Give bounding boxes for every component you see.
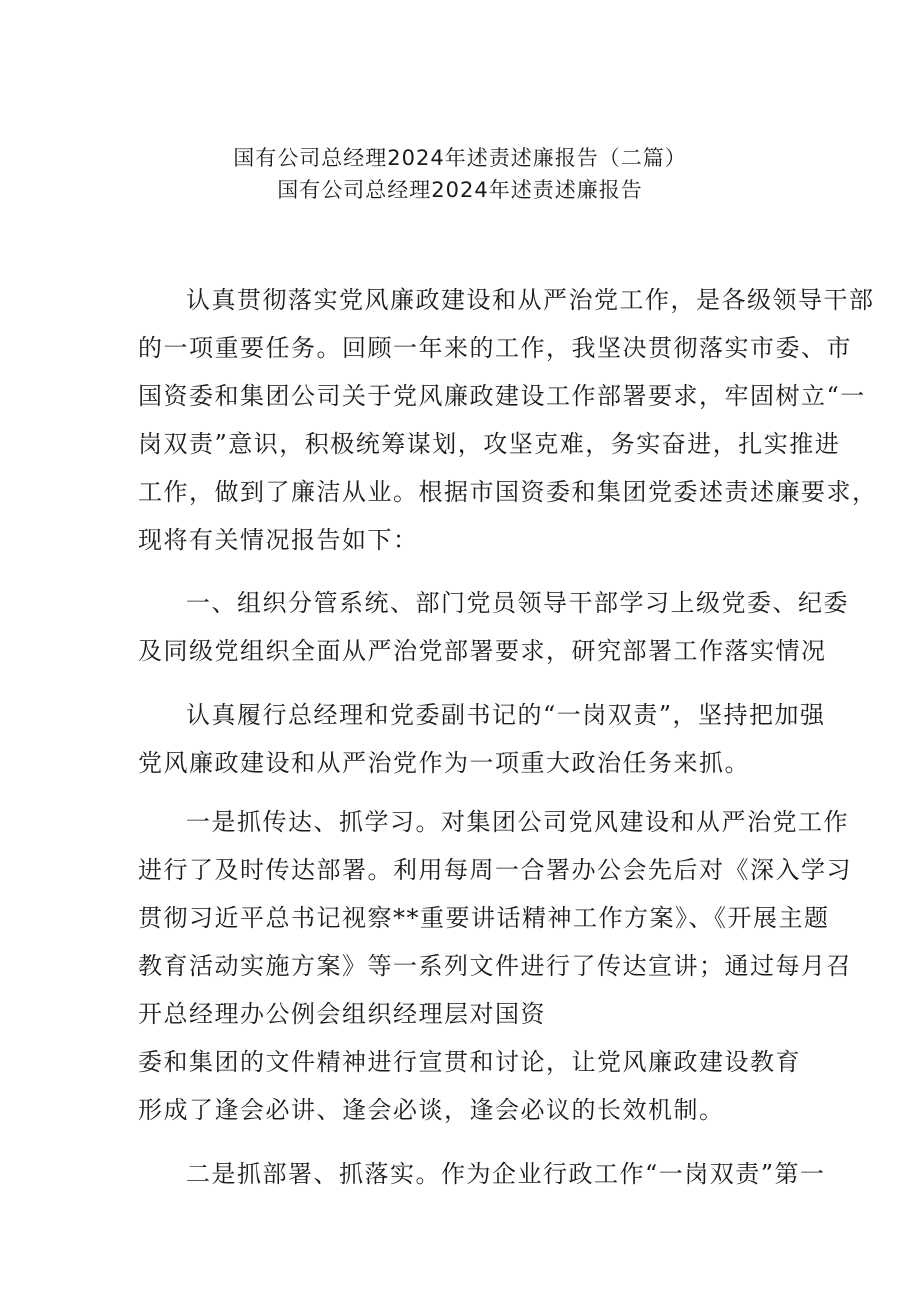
paragraph-line: 贯彻习近平总书记视察**重要讲话精神工作方案》、《开展主题 (138, 904, 830, 932)
paragraph-line: 委和集团的文件精神进行宣贯和讨论，让党风廉政建设教育 (138, 1048, 801, 1076)
paragraph-line: 的一项重要任务。回顾一年来的工作，我坚决贯彻落实市委、市 (138, 334, 852, 362)
paragraph-line: 国资委和集团公司关于党风廉政建设工作部署要求，牢固树立“一 (138, 382, 866, 410)
paragraph-line: 开总经理办公例会组织经理层对国资 (138, 1000, 546, 1028)
paragraph-line: 认真履行总经理和党委副书记的“一岗双责”，坚持把加强 (186, 701, 826, 729)
paragraph-line: 及同级党组织全面从严治党部署要求，研究部署工作落实情况 (138, 637, 827, 665)
paragraph-line: 党风廉政建设和从严治党作为一项重大政治任务来抓。 (138, 749, 750, 777)
paragraph-line: 二是抓部署、抓落实。作为企业行政工作“一岗双责”第一 (186, 1160, 826, 1188)
paragraph-line: 一、组织分管系统、部门党员领导干部学习上级党委、纪委 (186, 589, 849, 617)
paragraph-line: 现将有关情况报告如下： (138, 526, 419, 554)
paragraph-line: 岗双责”意识，积极统筹谋划，攻坚克难，务实奋进，扎实推进 (138, 430, 841, 458)
paragraph-line: 工作，做到了廉洁从业。根据市国资委和集团党委述责述廉要求， (138, 478, 878, 506)
paragraph-line: 认真贯彻落实党风廉政建设和从严治党工作，是各级领导干部 (186, 286, 875, 314)
paragraph-line: 进行了及时传达部署。利用每周一合署办公会先后对《深入学习 (138, 856, 852, 884)
paragraph-line: 教育活动实施方案》等一系列文件进行了传达宣讲；通过每月召 (138, 952, 852, 980)
document-subtitle: 国有公司总经理2024年述责述廉报告 (277, 178, 643, 202)
document-title: 国有公司总经理2024年述责述廉报告（二篇） (233, 146, 687, 170)
paragraph-line: 形成了逢会必讲、逢会必谈，逢会必议的长效机制。 (138, 1096, 725, 1124)
paragraph-line: 一是抓传达、抓学习。对集团公司党风建设和从严治党工作 (186, 808, 849, 836)
